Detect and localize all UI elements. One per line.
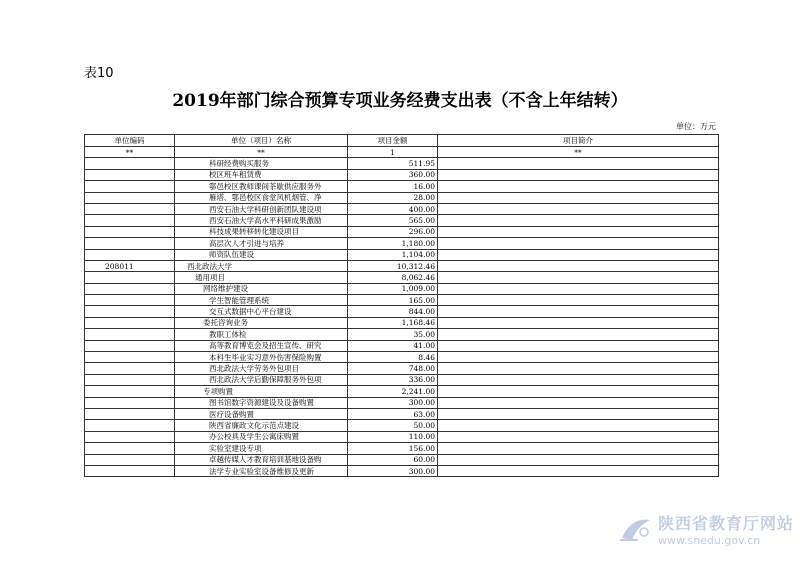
table-row [85,226,719,237]
cell-unit-name: 校区班车租赁费 [175,169,348,180]
cell-intro [438,443,719,454]
table-row [85,465,719,476]
cell-intro [438,249,719,260]
header-unit-code: 单位编码 [85,135,175,147]
cell-unit-code [85,352,175,363]
cell-intro [438,431,719,442]
cell-unit-code [85,306,175,317]
cell-amount: 16.00 [348,181,438,192]
header-row [85,135,719,147]
cell-unit-name: 法学专业实验室设备维修及更新 [175,465,348,476]
cell-amount: 565.00 [348,215,438,226]
budget-table [84,134,719,477]
cell-unit-name: 西北政法大学劳务外包项目 [175,363,348,374]
table-row [85,352,719,363]
cell-intro [438,272,719,283]
table-row [85,283,719,294]
cell-unit-code [85,226,175,237]
cell-unit-code [85,397,175,408]
cell-unit-code [85,363,175,374]
cell-unit-code [85,317,175,328]
cell-intro [438,465,719,476]
cell-unit-code [85,431,175,442]
subheader-row [85,147,719,158]
cell-unit-code [85,169,175,180]
cell-intro [438,215,719,226]
cell-unit-name: 委托咨询业务 [175,317,348,328]
subheader-intro: ** [438,147,719,158]
cell-unit-code [85,420,175,431]
cell-unit-name: 学生智能管理系统 [175,295,348,306]
table-row [85,397,719,408]
table-row [85,192,719,203]
table-row [85,443,719,454]
cell-unit-code [85,329,175,340]
cell-unit-code [85,465,175,476]
cell-unit-code [85,454,175,465]
cell-unit-name: 交互式数据中心平台建设 [175,306,348,317]
cell-intro [438,226,719,237]
cell-intro [438,283,719,294]
cell-unit-name: 雁塔、鄠邑校区食堂风机烟管、净 [175,192,348,203]
cell-intro [438,397,719,408]
cell-unit-name: 鄠邑校区教师课间茶歇供应服务外 [175,181,348,192]
subheader-unit-name: ** [175,147,348,158]
cell-intro [438,317,719,328]
cell-amount: 41.00 [348,340,438,351]
document-title: 2019年部门综合预算专项业务经费支出表（不含上年结转） [172,91,628,111]
cell-unit-name: 办公校具及学生公寓床购置 [175,431,348,442]
table-body [85,158,719,477]
cell-intro [438,352,719,363]
cell-amount: 110.00 [348,431,438,442]
cell-amount: 156.00 [348,443,438,454]
table-row [85,431,719,442]
cell-intro [438,260,719,271]
cell-intro [438,238,719,249]
cell-unit-name: 西北政法大学后勤保障服务外包项 [175,374,348,385]
cell-unit-name: 科研经费购买服务 [175,158,348,169]
cell-unit-name: 西北政法大学 [175,260,348,271]
cell-unit-name: 西安石油大学科研创新团队建设项 [175,203,348,214]
cell-unit-name: 实验室建设专项 [175,443,348,454]
table-number-label: 表10 [84,66,114,81]
table-row [85,329,719,340]
cell-intro [438,203,719,214]
cell-unit-name: 医疗设备购置 [175,408,348,419]
cell-amount: 400.00 [348,203,438,214]
cell-amount: 63.00 [348,408,438,419]
website-watermark [618,511,794,547]
table-row [85,317,719,328]
cell-amount: 10,312.46 [348,260,438,271]
cell-amount: 511.95 [348,158,438,169]
cell-intro [438,340,719,351]
cell-unit-name: 师资队伍建设 [175,249,348,260]
cell-intro [438,420,719,431]
table-row [85,295,719,306]
table-row [85,363,719,374]
watermark-site-name: 陕西省教育厅网站 [657,514,794,533]
cell-unit-name: 图书馆数字资源建设及设备购置 [175,397,348,408]
cell-unit-name: 高等教育博览会及招生宣传、研究 [175,340,348,351]
cell-amount: 28.00 [348,192,438,203]
cell-unit-name: 通用项目 [175,272,348,283]
table-row [85,215,719,226]
cell-unit-code [85,295,175,306]
cell-amount: 296.00 [348,226,438,237]
cell-unit-code [85,203,175,214]
header-unit-name: 单位（项目）名称 [175,135,348,147]
table-row [85,260,719,271]
cell-amount: 60.00 [348,454,438,465]
cell-amount: 8,062.46 [348,272,438,283]
header-intro: 项目简介 [438,135,719,147]
cell-unit-name: 陕西省廉政文化示范点建设 [175,420,348,431]
cell-unit-code [85,249,175,260]
cell-intro [438,363,719,374]
cell-unit-code [85,283,175,294]
table-row [85,169,719,180]
cell-amount: 300.00 [348,397,438,408]
cell-amount: 1,104.00 [348,249,438,260]
cell-unit-code [85,443,175,454]
subheader-amount: 1 [348,147,438,158]
table-row [85,203,719,214]
cell-unit-name: 本科生毕业实习意外伤害保险购置 [175,352,348,363]
cell-unit-code: 208011 [85,260,175,271]
table-row [85,454,719,465]
cell-unit-code [85,408,175,419]
header-amount: 项目金额 [348,135,438,147]
cell-amount: 300.00 [348,465,438,476]
cell-amount: 1,180.00 [348,238,438,249]
table-row [85,340,719,351]
cell-amount: 8.46 [348,352,438,363]
cell-unit-code [85,272,175,283]
table-row [85,408,719,419]
cell-unit-code [85,238,175,249]
table-row [85,181,719,192]
cell-intro [438,386,719,397]
cell-intro [438,329,719,340]
cell-amount: 165.00 [348,295,438,306]
cell-amount: 50.00 [348,420,438,431]
education-logo-icon [618,514,654,544]
cell-intro [438,192,719,203]
cell-amount: 336.00 [348,374,438,385]
cell-unit-name: 西安石油大学高水平科研成果激励 [175,215,348,226]
cell-intro [438,158,719,169]
cell-intro [438,181,719,192]
cell-intro [438,306,719,317]
table-row [85,158,719,169]
cell-amount: 1,009.00 [348,283,438,294]
cell-intro [438,295,719,306]
cell-intro [438,374,719,385]
table-row [85,420,719,431]
cell-intro [438,454,719,465]
cell-unit-code [85,215,175,226]
cell-unit-code [85,181,175,192]
subheader-unit-code: ** [85,147,175,158]
table-row [85,306,719,317]
cell-amount: 1,168.46 [348,317,438,328]
cell-unit-name: 科技成果转移转化建设项目 [175,226,348,237]
cell-amount: 35.00 [348,329,438,340]
table-row [85,386,719,397]
cell-intro [438,169,719,180]
cell-unit-name: 教职工体检 [175,329,348,340]
watermark-site-url: www.snedu.gov.cn [657,534,761,547]
cell-unit-code [85,158,175,169]
cell-amount: 844.00 [348,306,438,317]
cell-amount: 360.00 [348,169,438,180]
table-row [85,249,719,260]
table-row [85,374,719,385]
cell-intro [438,408,719,419]
cell-unit-name: 卓越传媒人才教育培训基地设备购 [175,454,348,465]
cell-unit-code [85,192,175,203]
cell-unit-code [85,340,175,351]
unit-label: 单位：万元 [676,122,716,131]
cell-unit-code [85,374,175,385]
cell-unit-name: 专项购置 [175,386,348,397]
cell-unit-name: 高层次人才引进与培养 [175,238,348,249]
table-row [85,238,719,249]
cell-amount: 748.00 [348,363,438,374]
cell-unit-name: 网络维护建设 [175,283,348,294]
table-row [85,272,719,283]
cell-amount: 2,241.00 [348,386,438,397]
cell-unit-code [85,386,175,397]
